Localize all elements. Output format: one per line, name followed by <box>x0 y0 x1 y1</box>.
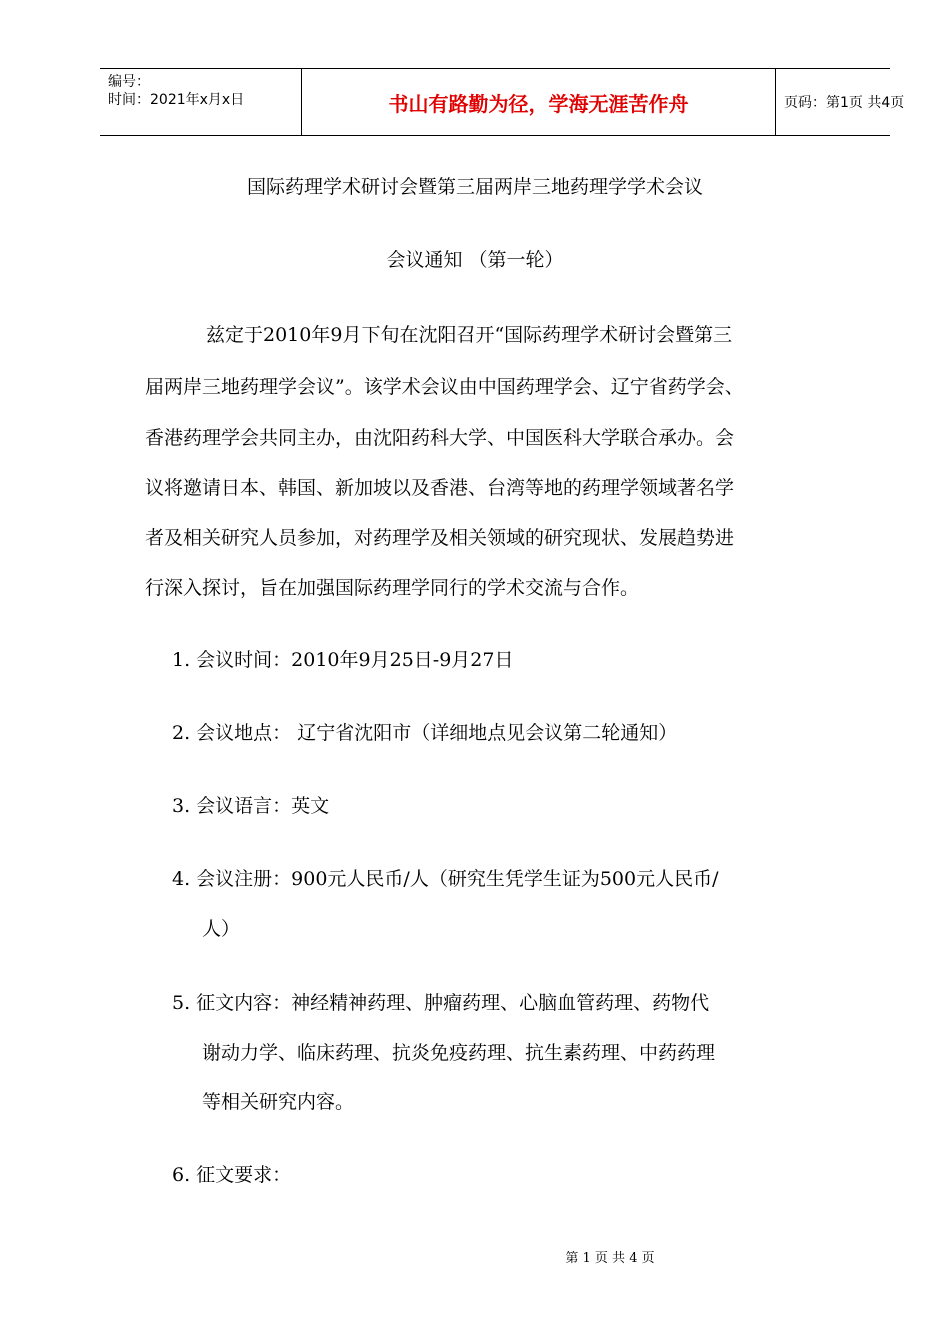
intro-line: 香港药理学会共同主办，由沈阳药科大学、中国医科大学联合承办。会 <box>145 427 735 449</box>
list-item-registration: 4. 会议注册：900元人民币/人（研究生凭学生证为500元人民币/ <box>172 868 719 890</box>
document-subtitle: 会议通知 （第一轮） <box>386 249 564 271</box>
number-label: 编号： <box>108 74 150 90</box>
list-item-location: 2. 会议地点： 辽宁省沈阳市（详细地点见会议第二轮通知） <box>172 722 678 744</box>
motto: 书山有路勤为径，学海无涯苦作舟 <box>302 69 776 135</box>
page-info: 页码：第1页 共4页 <box>784 95 905 111</box>
header-table <box>100 68 905 136</box>
list-item-topics-cont: 等相关研究内容。 <box>202 1091 355 1113</box>
intro-line: 者及相关研究人员参加，对药理学及相关领域的研究现状、发展趋势进 <box>145 527 735 549</box>
list-item-time: 1. 会议时间：2010年9月25日-9月27日 <box>172 649 514 671</box>
list-item-requirements: 6. 征文要求： <box>172 1164 292 1186</box>
time-label: 时间：2021年x月x日 <box>108 92 245 108</box>
intro-line: 兹定于2010年9月下旬在沈阳召开“国际药理学术研讨会暨第三 <box>206 324 733 346</box>
document-title: 国际药理学术研讨会暨第三届两岸三地药理学学术会议 <box>246 176 703 198</box>
intro-line: 行深入探讨，旨在加强国际药理学同行的学术交流与合作。 <box>145 577 640 599</box>
header-left-cell <box>100 69 302 135</box>
intro-line: 议将邀请日本、韩国、新加坡以及香港、台湾等地的药理学领域著名学 <box>145 477 735 499</box>
list-item-registration-cont: 人） <box>202 918 241 940</box>
page-footer: 第 1 页 共 4 页 <box>565 1251 655 1266</box>
list-item-topics-cont: 谢动力学、临床药理、抗炎免疫药理、抗生素药理、中药药理 <box>202 1042 716 1064</box>
list-item-topics: 5. 征文内容：神经精神药理、肿瘤药理、心脑血管药理、药物代 <box>172 992 710 1014</box>
list-item-language: 3. 会议语言：英文 <box>172 795 330 817</box>
intro-line: 届两岸三地药理学会议”。该学术会议由中国药理学会、辽宁省药学会、 <box>145 376 744 398</box>
